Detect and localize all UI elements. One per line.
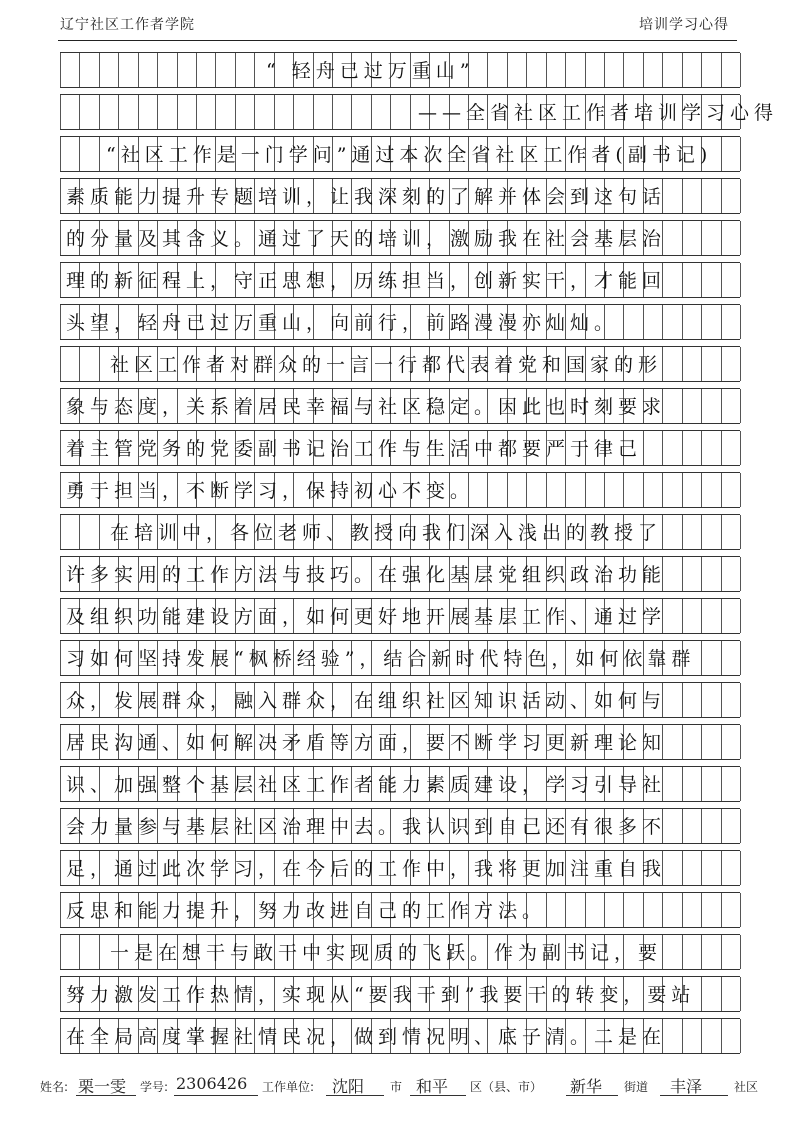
- grid-row: [60, 304, 740, 340]
- grid-row: [60, 430, 740, 466]
- cell-divider: [740, 767, 741, 801]
- grid-row: [60, 1018, 740, 1054]
- handwritten-line: 素质能力提升专题培训，让我深刻的了解并体会到这句话: [66, 186, 667, 208]
- header-rule: [58, 40, 737, 41]
- cell-divider: [740, 557, 741, 591]
- grid-row: [60, 472, 740, 508]
- cell-divider: [740, 263, 741, 297]
- handwritten-line: 居民沟通、如何解决矛盾等方面，要不断学习更新理论知: [66, 732, 667, 754]
- district-value: 和平: [416, 1077, 449, 1096]
- id-underline: [174, 1095, 258, 1096]
- city-underline: [326, 1095, 384, 1096]
- grid-sheet: [60, 48, 779, 1066]
- grid-row: [60, 598, 740, 634]
- handwritten-line: ——全省社区工作者培训学习心得: [418, 102, 779, 124]
- id-value: 2306426: [176, 1074, 248, 1093]
- cell-divider: [740, 473, 741, 507]
- grid-row: [60, 136, 740, 172]
- street-label: 街道: [624, 1080, 649, 1094]
- cell-divider: [740, 53, 741, 87]
- grid-row: [60, 682, 740, 718]
- grid-row: [60, 514, 740, 550]
- footer-info: [40, 1074, 759, 1098]
- cell-divider: [740, 977, 741, 1011]
- handwritten-line: 习如何坚持发展“枫桥经验”，结合新时代特色，如何依靠群: [66, 648, 696, 670]
- community-label: 社区: [734, 1080, 759, 1094]
- city-label: 市: [390, 1080, 403, 1094]
- grid-row: [60, 808, 740, 844]
- street-underline: [566, 1095, 618, 1096]
- name-value: 栗一雯: [78, 1077, 127, 1096]
- cell-divider: [740, 893, 741, 927]
- community-value: 丰泽: [670, 1077, 703, 1096]
- cell-divider: [740, 515, 741, 549]
- grid-row: [60, 346, 740, 382]
- grid-row: [60, 934, 740, 970]
- handwritten-line: 头望，轻舟已过万重山，向前行，前路漫漫亦灿灿。: [66, 312, 619, 334]
- handwritten-line: 众，发展群众，融入群众，在组织社区知识活动、如何与: [66, 690, 667, 712]
- grid-row: [60, 178, 740, 214]
- street-value: 新华: [570, 1077, 603, 1096]
- id-label: 学号:: [140, 1080, 169, 1094]
- handwritten-line: 着主管党务的党委副书记治工作与生活中都要严于律己: [66, 438, 643, 460]
- name-underline: [76, 1095, 136, 1096]
- grid-row: [60, 220, 740, 256]
- grid-row: [60, 388, 740, 424]
- handwritten-line: 足，通过此次学习，在今后的工作中，我将更加注重自我: [66, 858, 667, 880]
- grid-row: [60, 892, 740, 928]
- cell-divider: [740, 683, 741, 717]
- document-type: 培训学习心得: [639, 17, 729, 33]
- grid-row: [60, 724, 740, 760]
- cell-divider: [740, 599, 741, 633]
- institute-name: 辽宁社区工作者学院: [60, 17, 195, 33]
- cell-divider: [740, 809, 741, 843]
- cell-divider: [740, 347, 741, 381]
- handwritten-line: 会力量参与基层社区治理中去。我认识到自己还有很多不: [66, 816, 667, 838]
- handwritten-line: 识、加强整个基层社区工作者能力素质建设，学习引导社: [66, 774, 667, 796]
- cell-divider: [740, 725, 741, 759]
- handwritten-line: 的分量及其含义。通过了天的培训，激励我在社会基层治: [66, 228, 667, 250]
- cell-divider: [740, 221, 741, 255]
- cell-divider: [740, 179, 741, 213]
- cell-divider: [740, 935, 741, 969]
- grid-row: [60, 52, 740, 88]
- district-label: 区（县、市）: [470, 1080, 543, 1094]
- handwritten-line: 及组织功能建设方面，如何更好地开展基层工作、通过学: [66, 606, 667, 628]
- handwritten-line: 许多实用的工作方法与技巧。在强化基层党组织政治功能: [66, 564, 667, 586]
- city-value: 沈阳: [332, 1077, 365, 1096]
- handwritten-line: 在全局高度掌握社情民况，做到情况明、底子清。二是在: [66, 1026, 667, 1048]
- handwritten-line: “ 轻舟已过万重山”: [266, 60, 475, 82]
- unit-label: 工作单位:: [262, 1080, 315, 1094]
- cell-divider: [740, 431, 741, 465]
- grid-row: [60, 640, 740, 676]
- grid-row: [60, 976, 740, 1012]
- grid-row: [60, 766, 740, 802]
- cell-divider: [740, 137, 741, 171]
- handwritten-line: 勇于担当，不断学习，保持初心不变。: [66, 480, 475, 502]
- handwritten-line: 反思和能力提升，努力改进自己的工作方法。: [66, 900, 547, 922]
- district-underline: [410, 1095, 466, 1096]
- cell-divider: [740, 389, 741, 423]
- cell-divider: [740, 851, 741, 885]
- handwritten-line: 理的新征程上，守正思想，历练担当，创新实干，才能回: [66, 270, 667, 292]
- cell-divider: [740, 1019, 741, 1053]
- cell-divider: [740, 641, 741, 675]
- grid-row: [60, 850, 740, 886]
- cell-divider: [740, 305, 741, 339]
- community-underline: [660, 1095, 728, 1096]
- grid-row: [60, 94, 779, 130]
- handwritten-line: 社区工作者对群众的一言一行都代表着党和国家的形: [110, 354, 663, 376]
- handwritten-line: “社区工作是一门学问”通过本次全省社区工作者(副书记): [106, 144, 713, 166]
- name-label: 姓名:: [40, 1080, 69, 1094]
- grid-row: [60, 262, 740, 298]
- handwritten-line: 象与态度，关系着居民幸福与社区稳定。因此也时刻要求: [66, 396, 667, 418]
- handwritten-line: 在培训中，各位老师、教授向我们深入浅出的教授了: [110, 522, 663, 544]
- handwritten-line: 努力激发工作热情，实现从“要我干到”我要干的转变，要站: [66, 984, 696, 1006]
- handwritten-line: 一是在想干与敢干中实现质的飞跃。作为副书记，要: [110, 942, 663, 964]
- grid-row: [60, 556, 740, 592]
